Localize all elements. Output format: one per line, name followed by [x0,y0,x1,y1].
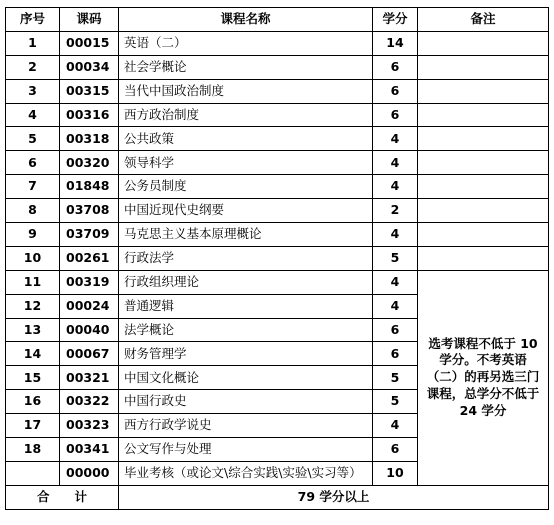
row-credit: 6 [373,438,418,462]
row-no: 10 [6,246,60,270]
row-no: 4 [6,103,60,127]
table-body [6,31,549,509]
row-note-empty [418,151,549,175]
course-table-container [5,7,549,510]
row-no: 5 [6,127,60,151]
table-row [6,270,549,294]
total-label: 合 计 [6,485,119,509]
row-note-empty [418,31,549,55]
row-code: 00000 [60,461,119,485]
row-name: 行政组织理论 [119,270,373,294]
row-code: 00015 [60,31,119,55]
row-credit: 4 [373,294,418,318]
header-no: 序号 [6,8,60,32]
row-credit: 4 [373,175,418,199]
row-no: 14 [6,342,60,366]
row-credit: 6 [373,103,418,127]
row-no: 3 [6,79,60,103]
row-note-empty [418,103,549,127]
row-note-empty [418,199,549,223]
row-code: 00321 [60,366,119,390]
table-row [6,223,549,247]
row-credit: 2 [373,199,418,223]
row-code: 00341 [60,438,119,462]
row-code: 00316 [60,103,119,127]
row-no [6,461,60,485]
row-name: 公文写作与处理 [119,438,373,462]
total-value: 79 学分以上 [119,485,549,509]
row-code: 00315 [60,79,119,103]
elective-note: 选考课程不低于 10 学分。不考英语（二）的再另选三门课程，总学分不低于 24 学分 [418,270,549,485]
row-name: 社会学概论 [119,55,373,79]
row-name: 毕业考核（或论文\综合实践\实验\实习等） [119,461,373,485]
table-row [6,31,549,55]
row-credit: 5 [373,390,418,414]
row-note-empty [418,55,549,79]
row-no: 8 [6,199,60,223]
row-no: 11 [6,270,60,294]
row-note-empty [418,246,549,270]
row-no: 7 [6,175,60,199]
row-no: 12 [6,294,60,318]
row-code: 01848 [60,175,119,199]
table-row [6,246,549,270]
row-note-empty [418,127,549,151]
table-row [6,175,549,199]
table-row [6,79,549,103]
row-no: 1 [6,31,60,55]
row-note-empty [418,79,549,103]
table-row [6,55,549,79]
row-name: 中国近现代史纲要 [119,199,373,223]
row-code: 00323 [60,414,119,438]
row-name: 英语（二） [119,31,373,55]
row-name: 财务管理学 [119,342,373,366]
table-row [6,151,549,175]
row-no: 2 [6,55,60,79]
row-code: 00318 [60,127,119,151]
row-code: 00067 [60,342,119,366]
row-credit: 4 [373,223,418,247]
row-no: 13 [6,318,60,342]
row-credit: 6 [373,342,418,366]
row-name: 法学概论 [119,318,373,342]
header-name: 课程名称 [119,8,373,32]
row-code: 00034 [60,55,119,79]
header-note: 备注 [418,8,549,32]
row-credit: 4 [373,127,418,151]
row-code: 00322 [60,390,119,414]
row-credit: 5 [373,246,418,270]
row-name: 领导科学 [119,151,373,175]
header-credit: 学分 [373,8,418,32]
row-name: 当代中国政治制度 [119,79,373,103]
row-credit: 4 [373,151,418,175]
table-row [6,127,549,151]
row-credit: 4 [373,270,418,294]
row-no: 9 [6,223,60,247]
row-no: 17 [6,414,60,438]
row-code: 03708 [60,199,119,223]
row-credit: 6 [373,79,418,103]
row-name: 公共政策 [119,127,373,151]
row-no: 15 [6,366,60,390]
row-no: 18 [6,438,60,462]
row-name: 公务员制度 [119,175,373,199]
row-name: 西方行政学说史 [119,414,373,438]
row-name: 中国文化概论 [119,366,373,390]
row-note-empty [418,223,549,247]
row-name: 西方政治制度 [119,103,373,127]
row-no: 16 [6,390,60,414]
row-credit: 4 [373,414,418,438]
row-credit: 6 [373,55,418,79]
row-note-empty [418,175,549,199]
table-row [6,103,549,127]
course-table [5,7,549,510]
row-name: 中国行政史 [119,390,373,414]
row-code: 00024 [60,294,119,318]
row-code: 00261 [60,246,119,270]
row-code: 00319 [60,270,119,294]
row-name: 马克思主义基本原理概论 [119,223,373,247]
row-credit: 5 [373,366,418,390]
total-row [6,485,549,509]
row-credit: 6 [373,318,418,342]
header-code: 课码 [60,8,119,32]
table-header-row [6,8,549,32]
row-credit: 14 [373,31,418,55]
row-name: 普通逻辑 [119,294,373,318]
row-name: 行政法学 [119,246,373,270]
row-credit: 10 [373,461,418,485]
row-code: 03709 [60,223,119,247]
table-row [6,199,549,223]
row-code: 00040 [60,318,119,342]
row-code: 00320 [60,151,119,175]
row-no: 6 [6,151,60,175]
